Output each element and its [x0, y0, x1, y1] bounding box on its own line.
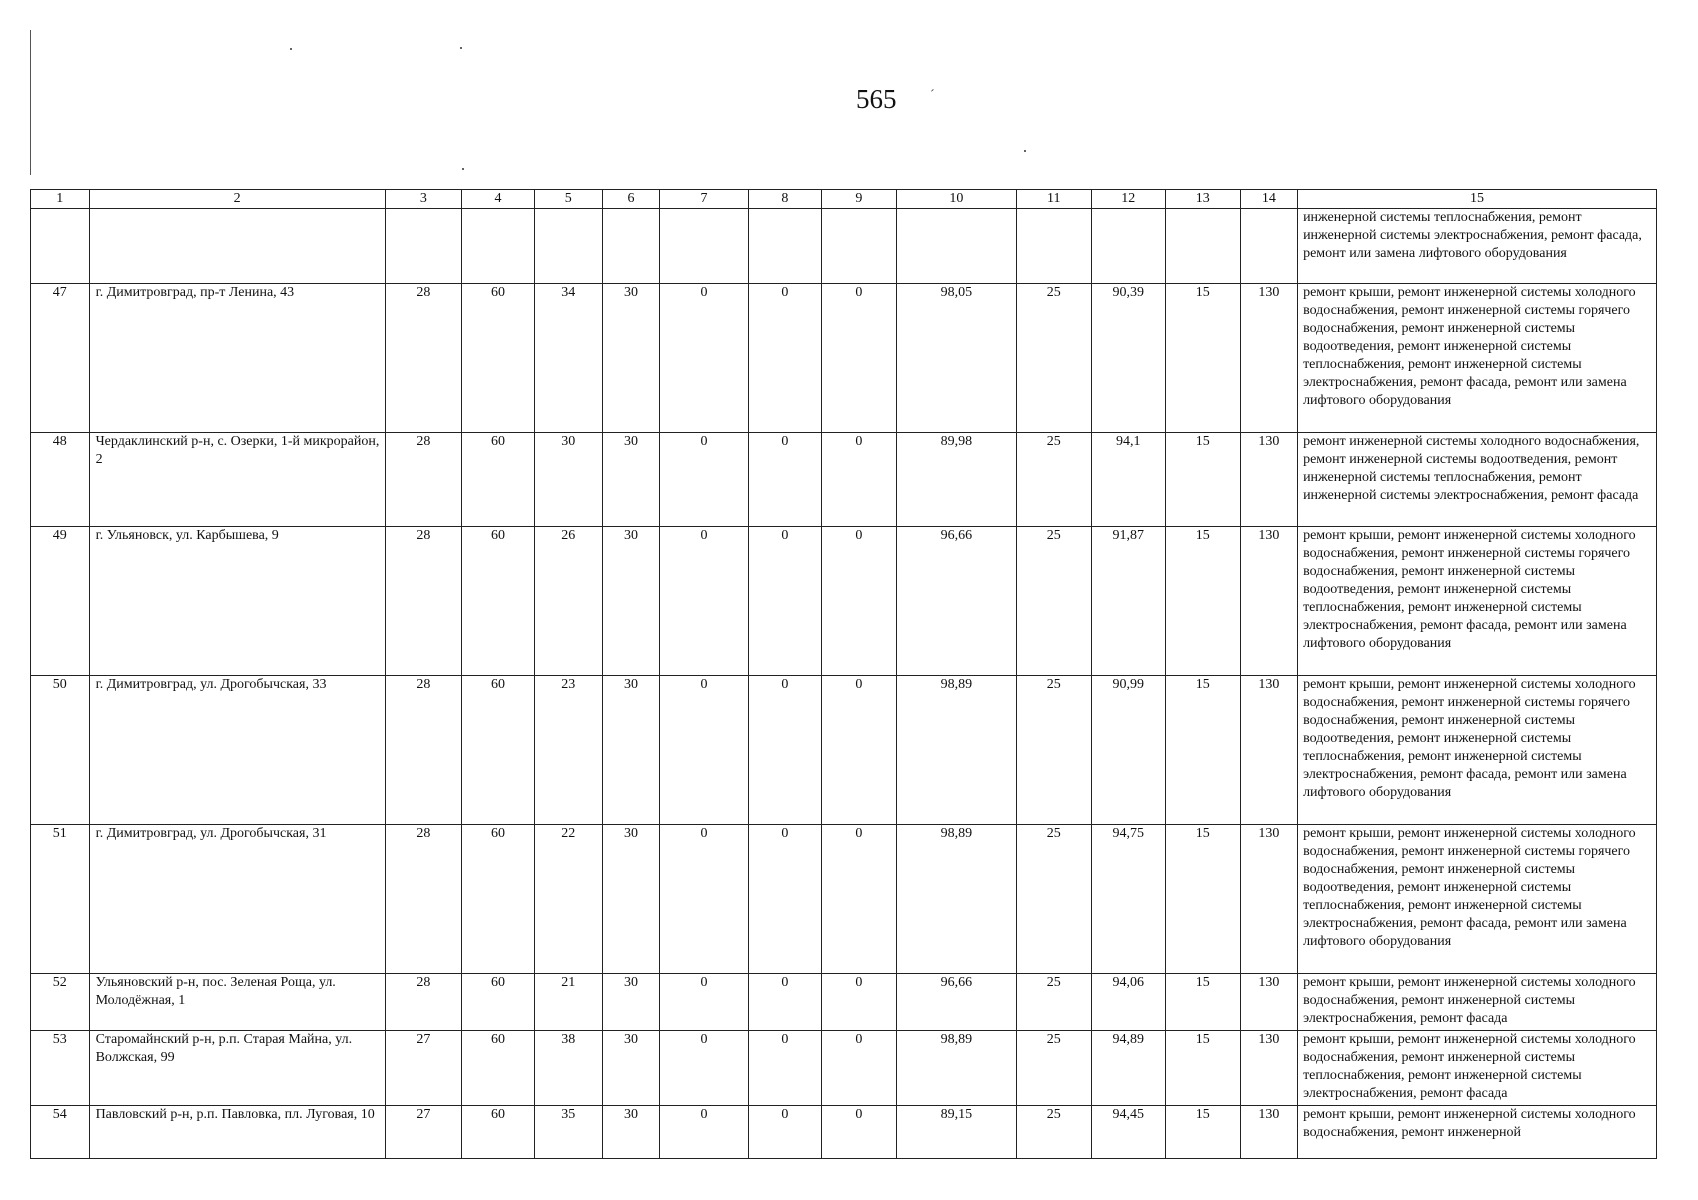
- value-cell: 0: [748, 1031, 821, 1106]
- value-cell: 0: [822, 974, 897, 1031]
- value-cell: 25: [1016, 825, 1091, 974]
- value-cell: 60: [462, 527, 534, 676]
- value-cell: 38: [534, 1031, 602, 1106]
- column-header: 5: [534, 190, 602, 209]
- column-header: 3: [385, 190, 462, 209]
- empty-cell: [462, 209, 534, 284]
- column-number-row: [31, 190, 1657, 209]
- value-cell: 98,89: [896, 1031, 1016, 1106]
- value-cell: 98,05: [896, 284, 1016, 433]
- column-header: 6: [602, 190, 660, 209]
- value-cell: 98,89: [896, 676, 1016, 825]
- works-table-container: [30, 189, 1657, 1159]
- address-cell: г. Димитровград, ул. Дрогобычская, 31: [89, 825, 385, 974]
- value-cell: 27: [385, 1106, 462, 1159]
- value-cell: 130: [1240, 433, 1298, 527]
- value-cell: 0: [822, 527, 897, 676]
- value-cell: 25: [1016, 676, 1091, 825]
- value-cell: 0: [660, 974, 748, 1031]
- table-row: [31, 676, 1657, 825]
- works-list-cell: ремонт крыши, ремонт инженерной системы холодного водоснабжения, ремонт инженерной системы электроснабжения, ремонт фасада: [1298, 974, 1657, 1031]
- value-cell: 0: [748, 433, 821, 527]
- value-cell: 25: [1016, 284, 1091, 433]
- value-cell: 23: [534, 676, 602, 825]
- page-number: 565: [856, 84, 897, 114]
- page-mark: ´: [930, 88, 935, 103]
- value-cell: 30: [602, 825, 660, 974]
- value-cell: 0: [748, 974, 821, 1031]
- value-cell: 96,66: [896, 527, 1016, 676]
- value-cell: 0: [660, 676, 748, 825]
- column-header: 7: [660, 190, 748, 209]
- address-cell: г. Димитровград, пр-т Ленина, 43: [89, 284, 385, 433]
- address-cell: Павловский р-н, р.п. Павловка, пл. Луговая, 10: [89, 1106, 385, 1159]
- value-cell: 15: [1166, 974, 1241, 1031]
- empty-cell: [660, 209, 748, 284]
- scan-margin-rule: [30, 30, 31, 175]
- value-cell: 25: [1016, 1106, 1091, 1159]
- table-row: [31, 825, 1657, 974]
- value-cell: 0: [748, 1106, 821, 1159]
- scan-speck: [460, 47, 462, 49]
- value-cell: 90,39: [1091, 284, 1166, 433]
- works-list-cell: ремонт крыши, ремонт инженерной системы холодного водоснабжения, ремонт инженерной системы горячего водоснабжения, ремонт инженерной системы водоотведения, ремонт инженерной системы теплоснабжения, ремонт инженерной системы электроснабжения, ремонт фасада, ремонт или замена лифтового оборудования: [1298, 825, 1657, 974]
- table-row: [31, 284, 1657, 433]
- column-header: 11: [1016, 190, 1091, 209]
- value-cell: 0: [822, 284, 897, 433]
- value-cell: 0: [822, 1106, 897, 1159]
- value-cell: 30: [602, 974, 660, 1031]
- value-cell: 98,89: [896, 825, 1016, 974]
- value-cell: 60: [462, 1031, 534, 1106]
- value-cell: 130: [1240, 527, 1298, 676]
- value-cell: 90,99: [1091, 676, 1166, 825]
- works-list-cell: ремонт крыши, ремонт инженерной системы холодного водоснабжения, ремонт инженерной системы горячего водоснабжения, ремонт инженерной системы водоотведения, ремонт инженерной системы теплоснабжения, ремонт инженерной системы электроснабжения, ремонт фасада, ремонт или замена лифтового оборудования: [1298, 527, 1657, 676]
- value-cell: 30: [534, 433, 602, 527]
- address-cell: Ульяновский р-н, пос. Зеленая Роща, ул. Молодёжная, 1: [89, 974, 385, 1031]
- value-cell: 35: [534, 1106, 602, 1159]
- value-cell: 30: [602, 1031, 660, 1106]
- row-number-cell: 47: [31, 284, 90, 433]
- value-cell: 0: [660, 284, 748, 433]
- table-row: [31, 974, 1657, 1031]
- column-header: 13: [1166, 190, 1241, 209]
- empty-cell: [748, 209, 821, 284]
- value-cell: 0: [660, 825, 748, 974]
- value-cell: 30: [602, 676, 660, 825]
- column-header: 10: [896, 190, 1016, 209]
- column-header: 4: [462, 190, 534, 209]
- row-number-cell: 48: [31, 433, 90, 527]
- row-number-cell: 50: [31, 676, 90, 825]
- empty-cell: [385, 209, 462, 284]
- value-cell: 25: [1016, 527, 1091, 676]
- value-cell: 0: [822, 825, 897, 974]
- value-cell: 25: [1016, 433, 1091, 527]
- value-cell: 28: [385, 676, 462, 825]
- empty-cell: [1091, 209, 1166, 284]
- column-header: 12: [1091, 190, 1166, 209]
- scan-speck: [462, 168, 464, 170]
- empty-cell: [822, 209, 897, 284]
- value-cell: 30: [602, 433, 660, 527]
- value-cell: 0: [748, 825, 821, 974]
- table-row: [31, 527, 1657, 676]
- address-cell: г. Ульяновск, ул. Карбышева, 9: [89, 527, 385, 676]
- value-cell: 0: [748, 527, 821, 676]
- value-cell: 0: [660, 1031, 748, 1106]
- empty-cell: [31, 209, 90, 284]
- row-number-cell: 49: [31, 527, 90, 676]
- value-cell: 26: [534, 527, 602, 676]
- value-cell: 15: [1166, 1106, 1241, 1159]
- value-cell: 94,75: [1091, 825, 1166, 974]
- column-header: 1: [31, 190, 90, 209]
- table-row: [31, 1106, 1657, 1159]
- address-cell: Старомайнский р-н, р.п. Старая Майна, ул. Волжская, 99: [89, 1031, 385, 1106]
- value-cell: 89,98: [896, 433, 1016, 527]
- column-header: 15: [1298, 190, 1657, 209]
- value-cell: 15: [1166, 825, 1241, 974]
- empty-cell: [534, 209, 602, 284]
- value-cell: 28: [385, 433, 462, 527]
- value-cell: 130: [1240, 974, 1298, 1031]
- value-cell: 25: [1016, 974, 1091, 1031]
- value-cell: 60: [462, 284, 534, 433]
- continuation-row: [31, 209, 1657, 284]
- value-cell: 25: [1016, 1031, 1091, 1106]
- value-cell: 60: [462, 1106, 534, 1159]
- value-cell: 0: [660, 433, 748, 527]
- scan-speck: [1024, 150, 1026, 152]
- empty-cell: [896, 209, 1016, 284]
- value-cell: 60: [462, 825, 534, 974]
- column-header: 9: [822, 190, 897, 209]
- value-cell: 60: [462, 676, 534, 825]
- scan-speck: [290, 48, 292, 50]
- value-cell: 0: [660, 527, 748, 676]
- value-cell: 30: [602, 527, 660, 676]
- value-cell: 96,66: [896, 974, 1016, 1031]
- row-number-cell: 52: [31, 974, 90, 1031]
- value-cell: 0: [748, 676, 821, 825]
- value-cell: 30: [602, 284, 660, 433]
- value-cell: 15: [1166, 527, 1241, 676]
- value-cell: 0: [748, 284, 821, 433]
- value-cell: 60: [462, 974, 534, 1031]
- value-cell: 0: [822, 433, 897, 527]
- value-cell: 22: [534, 825, 602, 974]
- value-cell: 94,45: [1091, 1106, 1166, 1159]
- value-cell: 15: [1166, 676, 1241, 825]
- value-cell: 94,1: [1091, 433, 1166, 527]
- empty-cell: [89, 209, 385, 284]
- value-cell: 91,87: [1091, 527, 1166, 676]
- value-cell: 21: [534, 974, 602, 1031]
- table-row: [31, 1031, 1657, 1106]
- works-list-cell: ремонт крыши, ремонт инженерной системы холодного водоснабжения, ремонт инженерной: [1298, 1106, 1657, 1159]
- column-header: 2: [89, 190, 385, 209]
- empty-cell: [1166, 209, 1241, 284]
- value-cell: 0: [822, 1031, 897, 1106]
- works-list-cell: ремонт крыши, ремонт инженерной системы холодного водоснабжения, ремонт инженерной системы горячего водоснабжения, ремонт инженерной системы водоотведения, ремонт инженерной системы теплоснабжения, ремонт инженерной системы электроснабжения, ремонт фасада, ремонт или замена лифтового оборудования: [1298, 676, 1657, 825]
- value-cell: 0: [660, 1106, 748, 1159]
- value-cell: 130: [1240, 1106, 1298, 1159]
- value-cell: 28: [385, 974, 462, 1031]
- table-row: [31, 433, 1657, 527]
- value-cell: 15: [1166, 284, 1241, 433]
- works-list-cell: ремонт крыши, ремонт инженерной системы холодного водоснабжения, ремонт инженерной системы горячего водоснабжения, ремонт инженерной системы водоотведения, ремонт инженерной системы теплоснабжения, ремонт инженерной системы электроснабжения, ремонт фасада, ремонт или замена лифтового оборудования: [1298, 284, 1657, 433]
- value-cell: 89,15: [896, 1106, 1016, 1159]
- value-cell: 28: [385, 825, 462, 974]
- value-cell: 28: [385, 284, 462, 433]
- empty-cell: [1016, 209, 1091, 284]
- works-list-cell: ремонт инженерной системы холодного водоснабжения, ремонт инженерной системы водоотведения, ремонт инженерной системы теплоснабжения, ремонт инженерной системы электроснабжения, ремонт фасада: [1298, 433, 1657, 527]
- value-cell: 130: [1240, 676, 1298, 825]
- address-cell: г. Димитровград, ул. Дрогобычская, 33: [89, 676, 385, 825]
- value-cell: 130: [1240, 284, 1298, 433]
- row-number-cell: 51: [31, 825, 90, 974]
- value-cell: 27: [385, 1031, 462, 1106]
- empty-cell: [1240, 209, 1298, 284]
- value-cell: 130: [1240, 825, 1298, 974]
- row-number-cell: 53: [31, 1031, 90, 1106]
- works-list-cell: ремонт крыши, ремонт инженерной системы холодного водоснабжения, ремонт инженерной системы теплоснабжения, ремонт инженерной системы электроснабжения, ремонт фасада: [1298, 1031, 1657, 1106]
- value-cell: 15: [1166, 433, 1241, 527]
- column-header: 8: [748, 190, 821, 209]
- value-cell: 0: [822, 676, 897, 825]
- address-cell: Чердаклинский р-н, с. Озерки, 1-й микрорайон, 2: [89, 433, 385, 527]
- value-cell: 30: [602, 1106, 660, 1159]
- works-list-cell: инженерной системы теплоснабжения, ремонт инженерной системы электроснабжения, ремонт фасада, ремонт или замена лифтового оборудования: [1298, 209, 1657, 284]
- value-cell: 94,89: [1091, 1031, 1166, 1106]
- row-number-cell: 54: [31, 1106, 90, 1159]
- capital-repair-table: [30, 189, 1657, 1159]
- value-cell: 34: [534, 284, 602, 433]
- value-cell: 15: [1166, 1031, 1241, 1106]
- value-cell: 60: [462, 433, 534, 527]
- column-header: 14: [1240, 190, 1298, 209]
- value-cell: 130: [1240, 1031, 1298, 1106]
- value-cell: 28: [385, 527, 462, 676]
- empty-cell: [602, 209, 660, 284]
- value-cell: 94,06: [1091, 974, 1166, 1031]
